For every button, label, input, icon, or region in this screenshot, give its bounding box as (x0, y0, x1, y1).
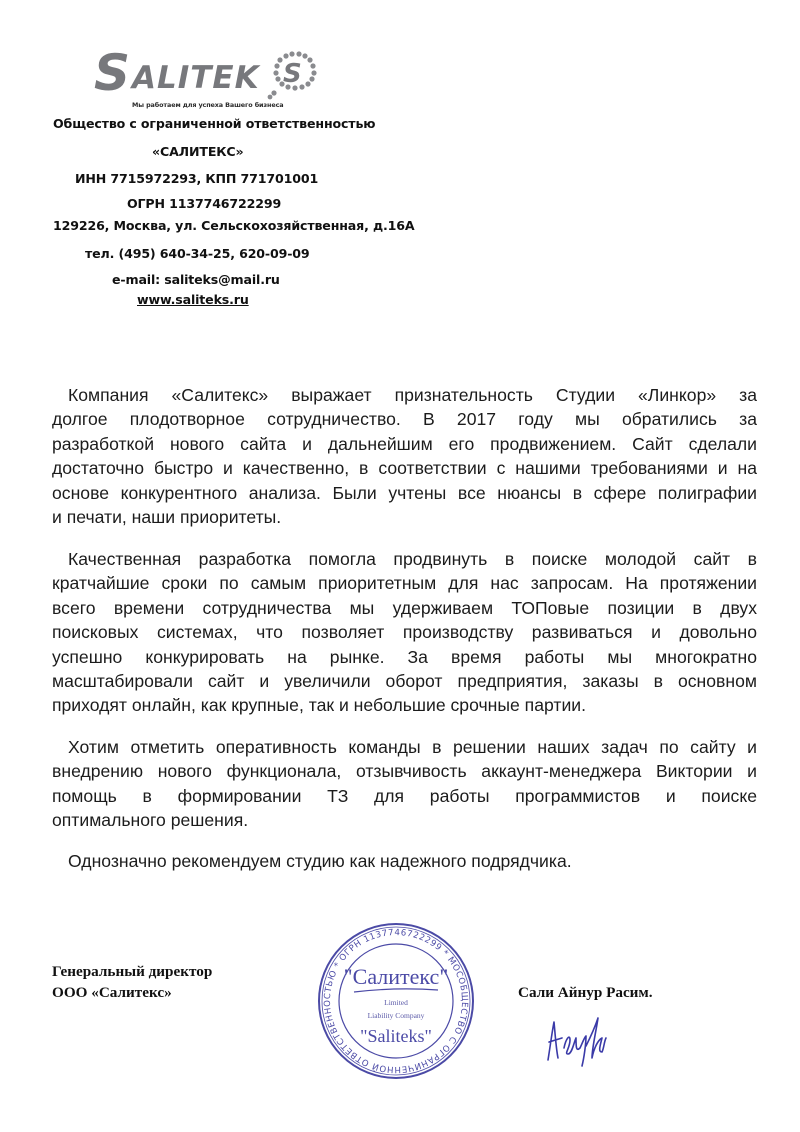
paragraph-line: приходят онлайн, как крупные, так и небольшие срочные партии. (52, 695, 586, 716)
signature-graphic (540, 1008, 620, 1072)
paragraph-line: внедрению нового функционала, отзывчивость аккаунт-менеджера Виктории и (52, 761, 757, 782)
company-website-link[interactable]: www.saliteks.ru (137, 292, 249, 307)
paragraph-line: Хотим отметить оперативность команды в решении наших задач по сайту и (68, 737, 757, 757)
stamp-underline (354, 989, 438, 992)
paragraph-line: Компания «Салитекс» выражает признательность Студии «Линкор» за (68, 385, 757, 405)
stamp-limited-text: Limited (384, 998, 408, 1007)
stamp-name-ru: "Салитекс" (343, 964, 449, 989)
stamp-seal-graphic (312, 918, 480, 1084)
company-ogrn: ОГРН 1137746722299 (127, 196, 282, 211)
company-address: 129226, Москва, ул. Сельскохозяйственная, д.16А (53, 218, 415, 233)
paragraph-line: Качественная разработка помогла продвинуть в поиске молодой сайт в (68, 549, 757, 569)
logo-letter-s-ring: S (283, 59, 302, 89)
company-inn-kpp: ИНН 7715972293, КПП 771701001 (75, 171, 319, 186)
saliteks-logo-graphic (92, 40, 332, 100)
paragraph-line: масштабировали сайт и увеличили оборот предприятия, заказы в основном (52, 670, 757, 691)
paragraph-line: оптимального решения. (52, 810, 249, 831)
logo-letters-alitek: ALITEK (132, 60, 260, 96)
paragraph-line: поисковых системах, что позволяет производству развиваться и довольно (52, 622, 757, 643)
signer-name: Сали Айнур Расим. (518, 984, 653, 1001)
paragraph-line: всего времени сотрудничества мы удерживаем ТОПовые позиции в двух (52, 597, 757, 618)
letter-paragraph-1 (52, 383, 757, 529)
company-email[interactable]: e-mail: saliteks@mail.ru (112, 272, 280, 287)
paragraph-line: достаточно быстро и качественно, в соответствии с нашими требованиями и на (52, 458, 757, 479)
paragraph-line: разработкой нового сайта и дальнейшим его продвижением. Сайт сделали (52, 433, 757, 454)
letter-paragraph-3 (52, 735, 757, 833)
paragraph-line: основе конкурентного анализа. Были учтены все нюансы в сфере полиграфии (52, 482, 757, 503)
paragraph-line: Однозначно рекомендуем студию как надежного подрядчика. (68, 851, 572, 871)
logo-tagline: Мы работаем для успеха Вашего бизнеса (132, 101, 284, 109)
signer-company: ООО «Салитекс» (52, 984, 172, 1001)
paragraph-line: кратчайшие сроки по самым приоритетным для нас запросам. На протяжении (52, 573, 757, 594)
company-phone: тел. (495) 640-34-25, 620-09-09 (85, 246, 310, 261)
company-legal-form: Общество с ограниченной ответственностью (53, 116, 376, 131)
stamp-liability-company-text: Liability Company (367, 1011, 425, 1020)
company-name: «САЛИТЕКС» (152, 144, 244, 159)
logo-letter-s: S (94, 44, 131, 100)
stamp-ring-text: ОБЩЕСТВО С ОГРАНИЧЕННОЙ ОТВЕТСТВЕННОСТЬЮ * ОГРН 1137746722299 * МОС (322, 927, 470, 1075)
letter-paragraph-2 (52, 547, 757, 718)
signer-title: Генеральный директор (52, 963, 213, 980)
handwritten-signature (540, 1008, 620, 1072)
paragraph-line: помощь в формировании ТЗ для работы программистов и поиске (52, 785, 757, 806)
letter-paragraph-4 (52, 849, 757, 873)
paragraph-line: и печати, наши приоритеты. (52, 506, 282, 527)
stamp-name-en: "Saliteks" (360, 1026, 432, 1046)
company-stamp (312, 918, 480, 1084)
paragraph-line: долгое плодотворное сотрудничество. В 2017 году мы обратились за (52, 409, 757, 430)
paragraph-line: успешно конкурировать на рынке. За время работы мы многократно (52, 646, 757, 667)
company-logo (92, 40, 332, 114)
